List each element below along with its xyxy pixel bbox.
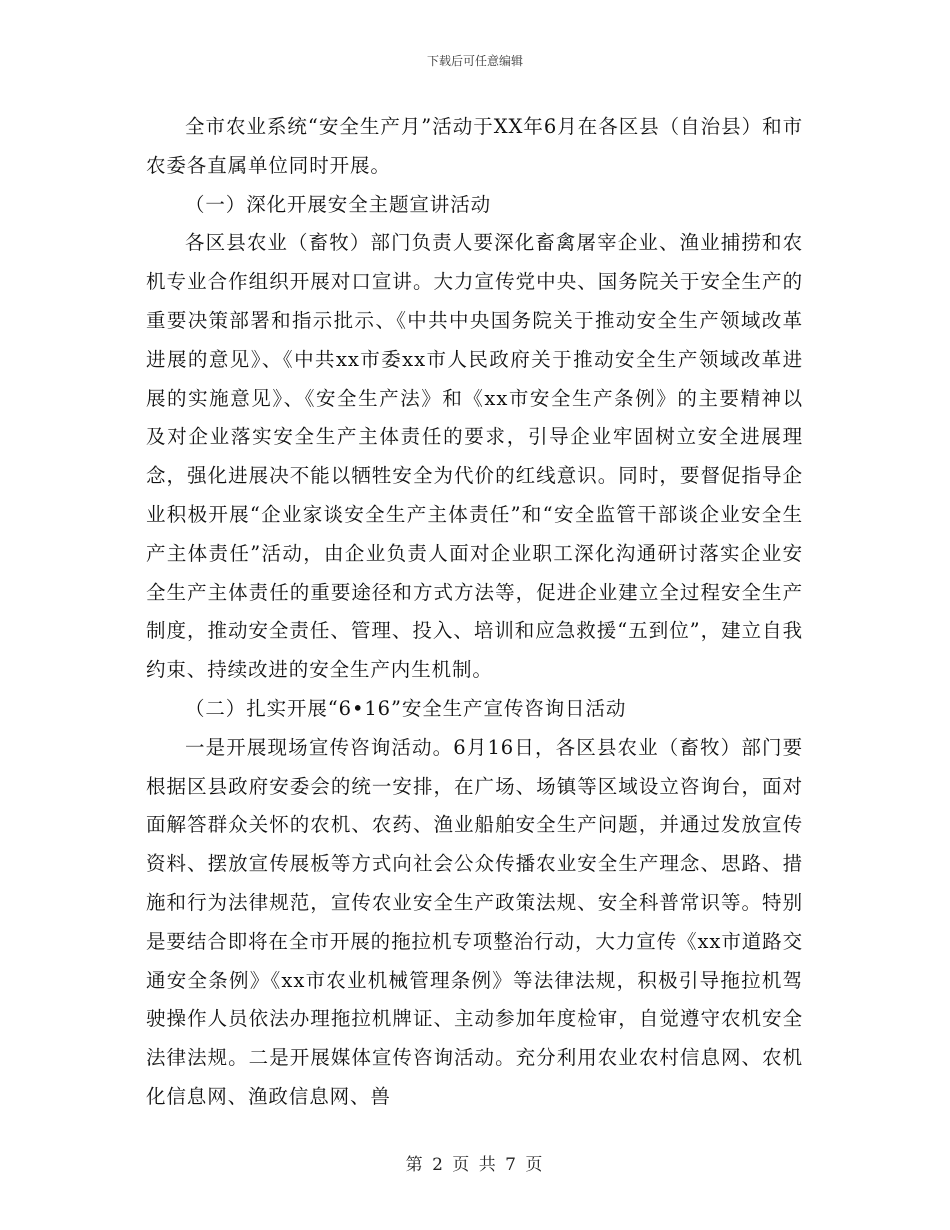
section-heading-2: （二）扎实开展“6•16”安全生产宣传咨询日活动 bbox=[185, 696, 627, 720]
document-body bbox=[146, 108, 803, 1117]
paragraph-section-1: 各区县农业（畜牧）部门负责人要深化畜禽屠宰企业、渔业捕捞和农机专业合作组织开展对口宣讲。大力宣传党中央、国务院关于安全生产的重要决策部署和指示批示、《中共中央国务院关于推动安全生产领域改革进展的意见》、《中共xx市委xx市人民政府关于推动安全生产领域改革进展的实施意见》、《安全生产法》和《xx市安全生产条例》的主要精神以及对企业落实安全生产主体责任的要求，引导企业牢固树立安全进展理念，强化进展决不能以牺牲安全为代价的红线意识。同时，要督促指导企业积极开展“企业家谈安全生产主体责任”和“安全监管干部谈企业安全生产主体责任”活动，由企业负责人面对企业职工深化沟通研讨落实企业安全生产主体责任的重要途径和方式方法等，促进企业建立全过程安全生产制度，推动安全责任、管理、投入、培训和应急救援“五到位”，建立自我约束、持续改进的安全生产内生机制。 bbox=[146, 231, 803, 682]
page-header: 下载后可任意编辑 bbox=[426, 54, 523, 68]
section-heading-1: （一）深化开展安全主题宣讲活动 bbox=[185, 192, 492, 216]
paragraph-section-2: 一是开展现场宣传咨询活动。6月16日，各区县农业（畜牧）部门要根据区县政府安委会的统一安排，在广场、场镇等区域设立咨询台，面对面解答群众关怀的农机、农药、渔业船舶安全生产问题，并通过发放宣传资料、摆放宣传展板等方式向社会公众传播农业安全生产理念、思路、措施和行为法律规范，宣传农业安全生产政策法规、安全科普常识等。特别是要结合即将在全市开展的拖拉机专项整治行动，大力宣传《xx市道路交通安全条例》《xx市农业机械管理条例》等法律法规，积极引导拖拉机驾驶操作人员依法办理拖拉机牌证、主动参加年度检审，自觉遵守农机安全法律法规。二是开展媒体宣传咨询活动。充分利用农业农村信息网、农机化信息网、渔政信息网、兽 bbox=[146, 735, 803, 1108]
paragraph-intro: 全市农业系统“安全生产月”活动于XX年6月在各区县（自治县）和市农委各直属单位同时开展。 bbox=[146, 115, 803, 177]
page-number-footer: 第 2 页 共 7 页 bbox=[405, 1155, 545, 1175]
